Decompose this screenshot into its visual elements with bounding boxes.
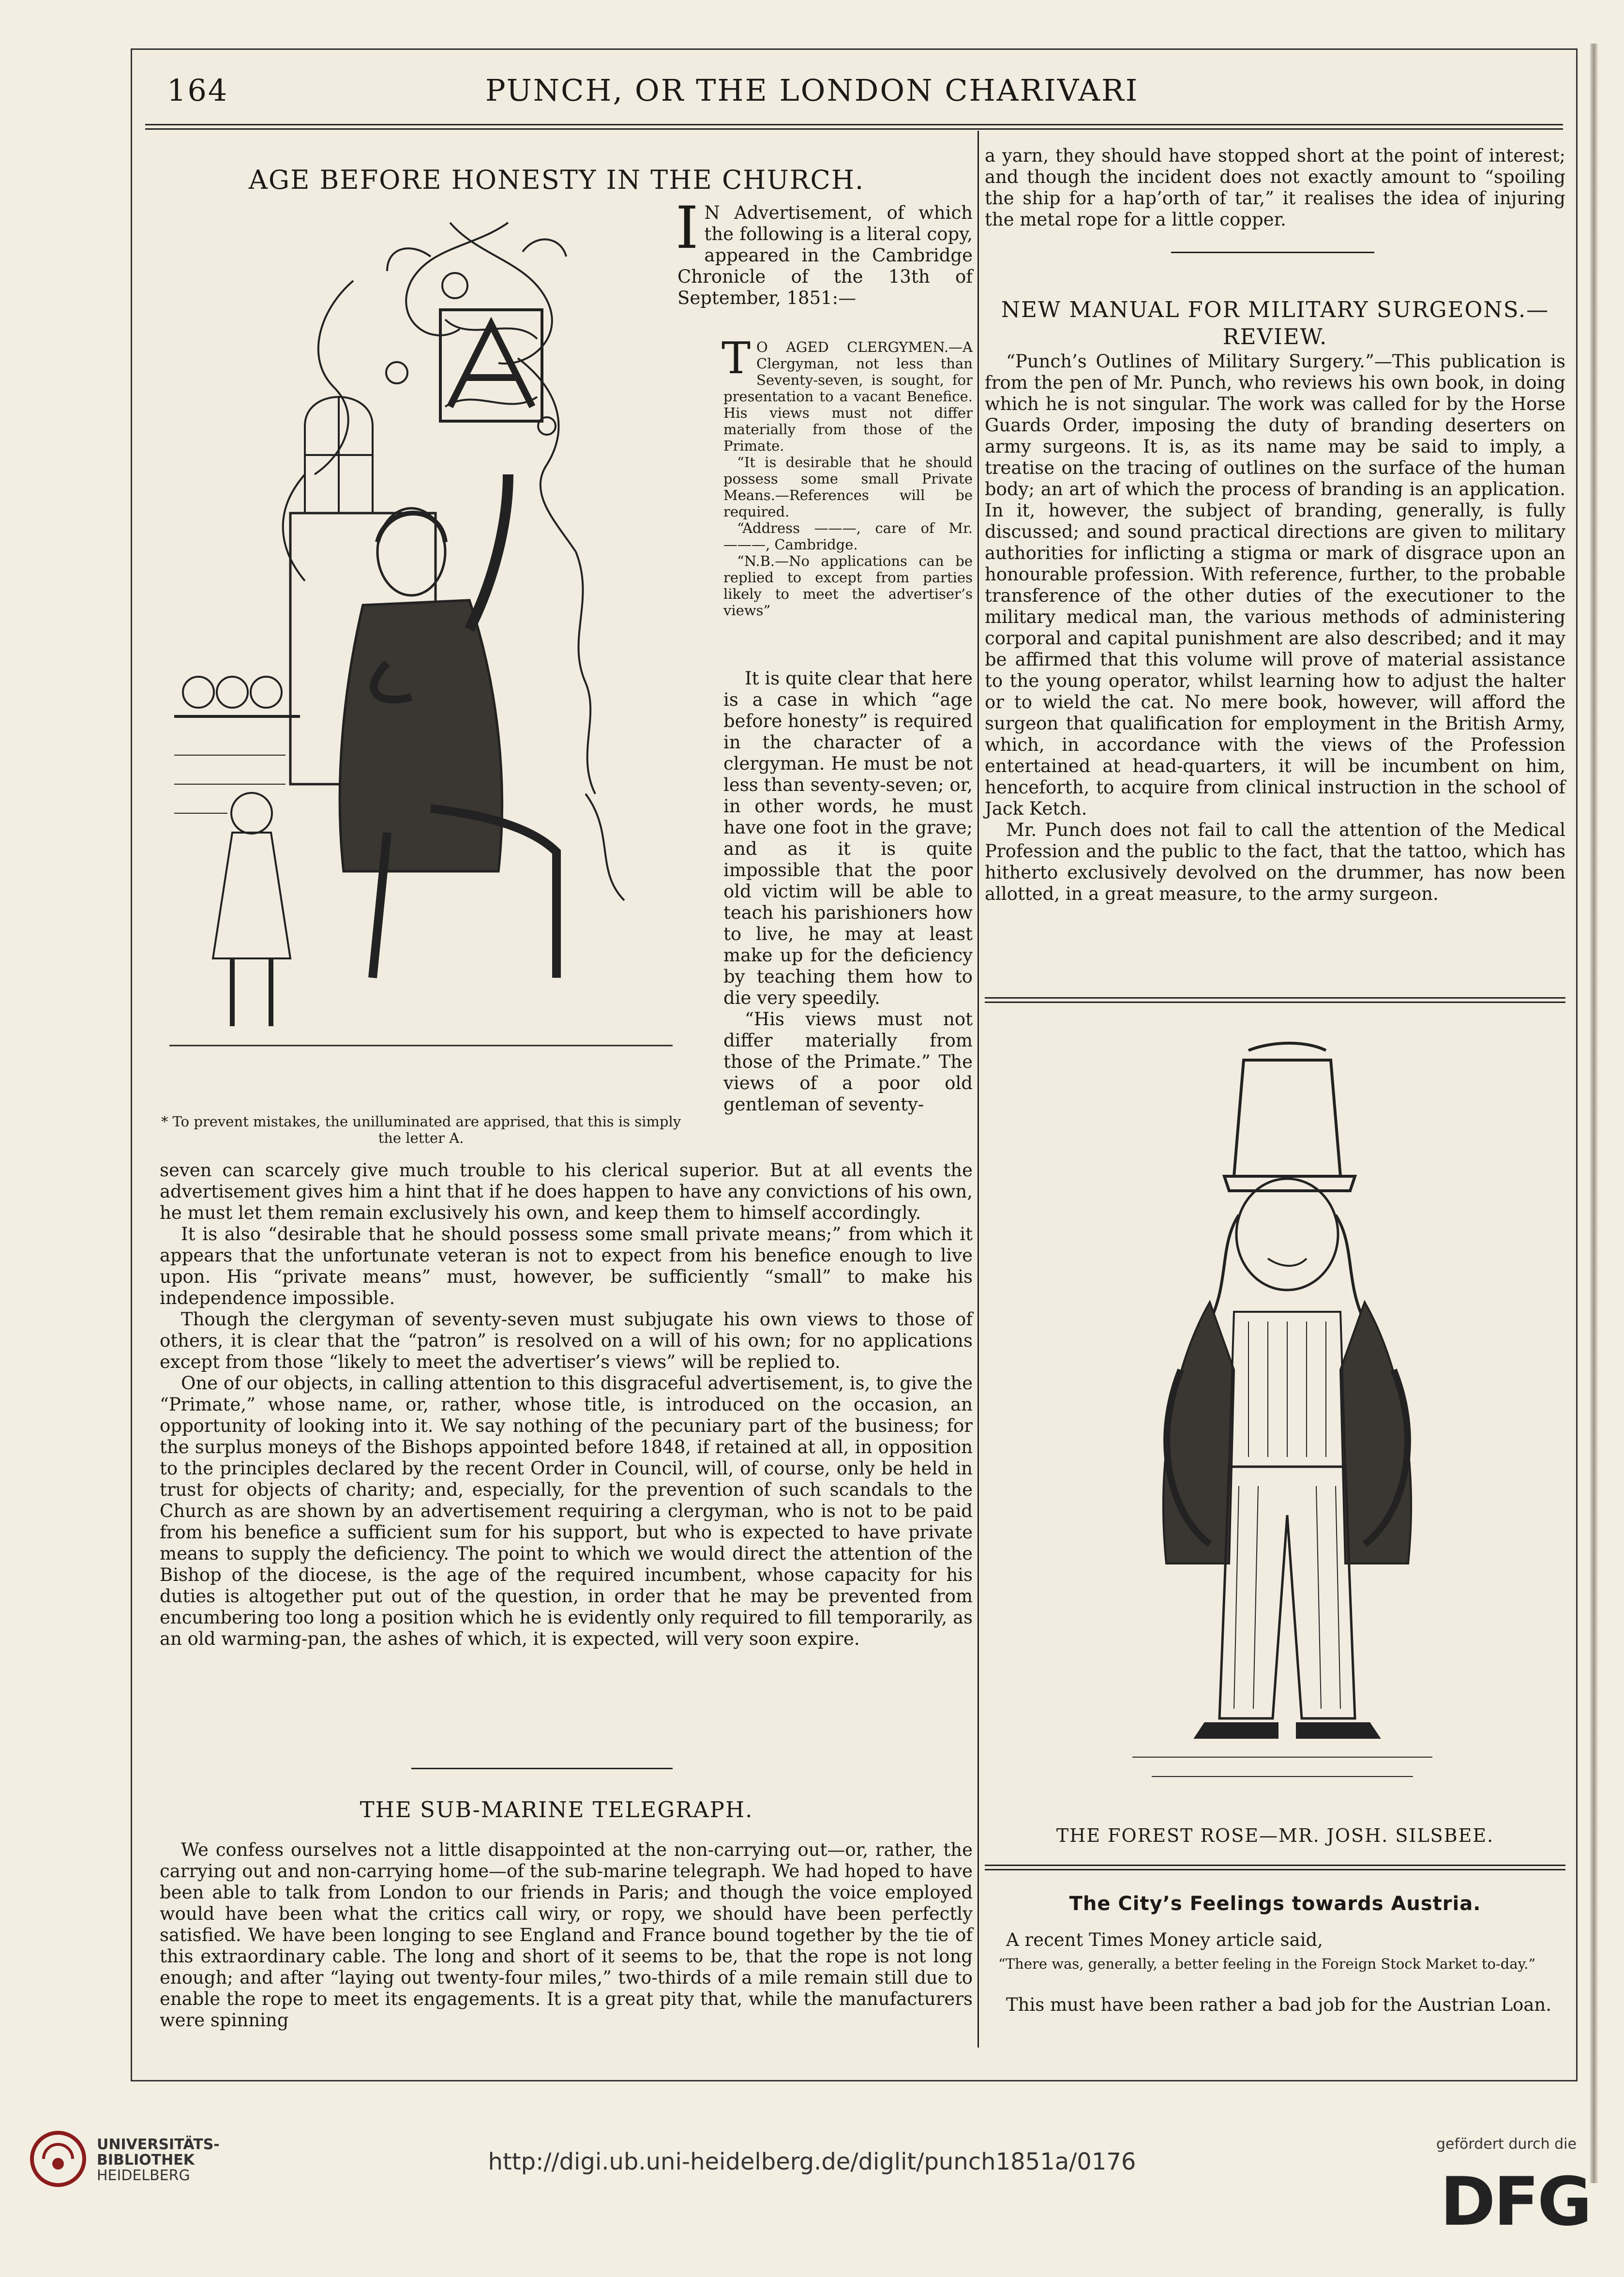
article2-continued	[985, 145, 1565, 230]
paragraph-seventy-seven: seven can scarcely give much trouble to his clerical superior. But at all events the advertisement gives him a hint that if he does happen to have any convictions of his own, he must let them remain exclusively his own, and keep them to himself accordingly.	[160, 1160, 973, 1223]
section-divider-right-3	[985, 1865, 1565, 1870]
column-divider	[977, 131, 979, 2048]
library-name-line-3: HEIDELBERG	[97, 2167, 190, 2184]
ad-paragraph-4: “N.B.—No applications can be replied to except from parties likely to meet the advertiser’s views”	[723, 553, 973, 619]
paragraph-objects: One of our objects, in calling attention to this disgraceful advertisement, is, to give the “Primate,” whose name, or, rather, whose title, is introduced on the occasion, an opportunity of looking into it. We say nothing of the pecuniary part of the business; for the surplus moneys of the Bishops appointed before 1848, if retained at all, in opposition to the principles declared by the recent Order in Council, will, of course, only be held in trust for objects of charity; and, especially, for the prevention of such scandals to the Church as are shown by an advertisement requiring a clergyman, who is not to be paid from his benefice a sufficient sum for his support, but who is expected to have private means to supply the deficiency. The point to which we would direct the attention of the Bishop of the diocese, is the age of the required incumbent, whose capacity for his duties is altogether put out of the question, in order that he may be prevented from encumbering too long a position which he is evidently only required to fill temporarily, as an old warming-pan, the ashes of which, it is expected, will very soon expire.	[160, 1373, 973, 1649]
paragraph-telegraph: We confess ourselves not a little disappointed at the non-carrying out—or, rather, the carrying out and non-carrying home—of the sub-marine telegraph. We had hoped to have been able to talk from London to our friends in Paris; and though the voice employed would have been what the critics call wiry, or ropy, we should have been perfectly satisfied. We have been longing to see England and France bound together by the tie of this extraordinary cable. The long and short of it seems to be, that the rope is not long enough; and after “laying out twenty-four miles,” two-thirds of a mile remain still due to enable the rope to meet its engagements. It is a great pity that, while the manufacturers were spinning	[160, 1839, 973, 2031]
section-divider	[411, 1768, 673, 1769]
article-title-submarine-telegraph: THE SUB-MARINE TELEGRAPH.	[360, 1797, 753, 1822]
page-number: 164	[167, 73, 229, 108]
library-name-line-2: BIBLIOTHEK	[97, 2152, 195, 2169]
silsbee-engraving	[1113, 1031, 1452, 1806]
quote-better-feeling: “There was, generally, a better feeling in the Foreign Stock Market to-day.”	[998, 1956, 1536, 1972]
source-url[interactable]: http://digi.ub.uni-heidelberg.de/diglit/punch1851a/0176	[488, 2148, 1136, 2175]
article4-conclusion	[985, 1994, 1565, 2016]
advertisement-block	[722, 333, 973, 619]
ad-paragraph-2: “It is desirable that he should possess some small Private Means.—References will be required.	[723, 454, 973, 520]
footnote-letter-a: * To prevent mistakes, the unilluminated are apprised, that this is simply the letter A.	[161, 1113, 681, 1146]
paragraph-subjugate: Though the clergyman of seventy-seven must subjugate his own views to those of others, it is clear that the “patron” is resolved on a will of his own; for no applications except from those “likely to meet the advertiser’s views” will be replied to.	[160, 1309, 973, 1372]
header-rule	[145, 124, 1563, 130]
clergyman-illustration	[160, 203, 682, 1075]
article-title-citys-feelings: The City’s Feelings towards Austria.	[1069, 1893, 1481, 1915]
dropcap-i: I	[676, 195, 699, 262]
clergyman-engraving	[160, 203, 682, 1075]
article3-body	[985, 351, 1565, 905]
section-divider-right-2	[985, 997, 1565, 1003]
silsbee-caption: THE FOREST ROSE—MR. JOSH. SILSBEE.	[1056, 1825, 1494, 1846]
paragraph-views: “His views must not differ materially from those of the Primate.” The views of a poor old gentleman of seventy-	[723, 1009, 973, 1115]
paragraph-age-before-honesty: It is quite clear that here is a case in which “age before honesty” is required in the character of a clergyman. He must be not less than seventy-seven; or, in other words, he must have one foot in the grave; and as it is quite impossible that the poor old victim will be able to teach his parishioners how to live, he may at least make up for the deficiency by teaching them how to die very speedily.	[723, 668, 973, 1008]
funded-by-label: gefördert durch die	[1436, 2136, 1577, 2153]
paragraph-outlines: “Punch’s Outlines of Military Surgery.”—This publication is from the pen of Mr. Punch, who reviews his own book, in doing which he is not singular. The work was called for by the Horse Guards Order, imposing the duty of branding deserters on army surgeons. It is, as its name may be said to imply, a treatise on the tracing of outlines on the surface of the human body; an art of which the process of branding is an application. In it, however, the subject of branding, generally, is fully discussed; and sound practical directions are given to military authorities for inflicting a stigma or mark of disgrace upon an honourable profession. With reference, further, to the probable transference of the other duties of the executioner to the military medical man, the various methods of administering corporal and capital punishment are also described; and it may be affirmed that this volume will prove of material assistance to the young operator, whilst learning how to adjust the halter or to wield the cat. No mere book, however, will afford the surgeon that qualification for employment in the British Army, which, in accordance with the views of the Profession entertained at head-quarters, it will be incumbent on him, henceforth, to acquire from clinical instruction in the school of Jack Ketch.	[985, 351, 1565, 819]
article4-body	[985, 1929, 1565, 1951]
article-title-military-surgeons: NEW MANUAL FOR MILITARY SURGEONS.—REVIEW.	[1001, 297, 1549, 349]
article1-intro	[676, 195, 973, 309]
library-name-line-1: UNIVERSITÄTS-	[97, 2136, 220, 2153]
dropcap-t: T	[722, 333, 751, 384]
paragraph-tattoo: Mr. Punch does not fail to call the attention of the Medical Profession and the public to the fact, that the tattoo, which has hitherto exclusively devolved on the drummer, has now been allotted, in a great measure, to the army surgeon.	[985, 820, 1565, 904]
ad-paragraph-3: “Address ———, care of Mr. ———, Cambridge.	[723, 520, 973, 553]
paragraph-desirable: It is also “desirable that he should possess some small private means;” from which it appears that the unfortunate veteran is not to expect from his benefice enough to live upon. His “private means” must, however, be sufficiently “small” to make his independence impossible.	[160, 1224, 973, 1308]
article2-body	[160, 1839, 973, 2031]
running-title: PUNCH, OR THE LONDON CHARIVARI	[485, 73, 1139, 108]
paragraph-austrian-loan: This must have been rather a bad job for the Austrian Loan.	[1006, 1994, 1551, 2015]
dfg-logo: DFG	[1440, 2163, 1591, 2241]
intro-text: N Advertisement, of which the following is a literal copy, appeared in the Cambridge Chronicle of the 13th of September, 1851:—	[677, 202, 973, 308]
page-edge	[1590, 44, 1598, 2183]
article1-full-width	[160, 1160, 973, 1650]
paragraph-times: A recent Times Money article said,	[1006, 1929, 1323, 1950]
article4-quote-block	[985, 1956, 1565, 1972]
paragraph-telegraph-continued: a yarn, they should have stopped short at the point of interest; and though the incident does not exactly amount to “spoiling the ship for a hap’orth of tar,” it realises the idea of injuring the metal rope for a little copper.	[985, 145, 1565, 230]
ad-text: O AGED CLERGYMEN.—A Clergyman, not less than Seventy-seven, is sought, for presentation to a vacant Benefice. His views must not differ materially from those of the Primate.	[723, 339, 973, 454]
silsbee-illustration	[1113, 1031, 1452, 1806]
article-title-age-before-honesty: AGE BEFORE HONESTY IN THE CHURCH.	[248, 165, 865, 195]
section-divider-right-1	[1171, 252, 1374, 253]
article1-right-column	[723, 668, 973, 1115]
